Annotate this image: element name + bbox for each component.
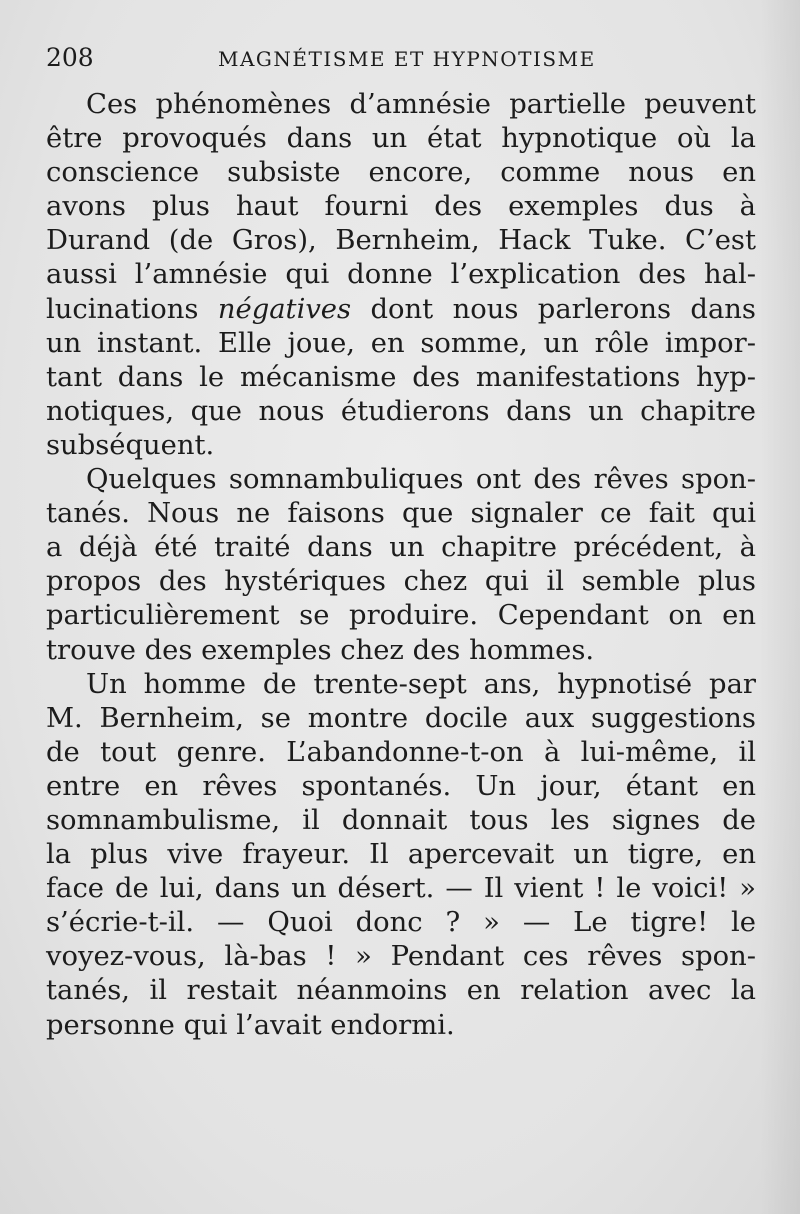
text-line: s’écrie-t-il. — Quoi donc ? » — Le tigre! le [46, 907, 756, 939]
text-line: a déjà été traité dans un chapitre précédent, à [46, 532, 756, 564]
text-line: Ces phénomènes d’amnésie partielle peuvent [86, 89, 756, 120]
text-line: particulièrement se produire. Cependant on en [46, 600, 756, 632]
running-head [46, 40, 754, 76]
page-number: 208 [46, 43, 94, 72]
italic-term: négatives [217, 293, 352, 325]
text-line: entre en rêves spontanés. Un jour, étant en [46, 770, 756, 802]
text-line: avons plus haut fourni des exemples dus à [46, 191, 756, 223]
text-line: propos des hystériques chez qui il semble plus [46, 566, 756, 598]
text-line: personne qui l’avait endormi. [46, 1009, 455, 1041]
text-line: conscience subsiste encore, comme nous en [46, 157, 756, 189]
paragraph [46, 88, 756, 463]
paragraph [46, 668, 756, 1043]
text-line: Un homme de trente-sept ans, hypnotisé par [86, 668, 756, 700]
text-line: Quelques somnambuliques ont des rêves spon- [86, 464, 756, 496]
text-line: un instant. Elle joue, en somme, un rôle impor- [46, 327, 756, 359]
text-line: voyez-vous, là-bas ! » Pendant ces rêves spon- [46, 941, 756, 973]
page-edge-shadow [760, 0, 800, 1214]
text-line: somnambulisme, il donnait tous les signes de [46, 804, 756, 836]
text-line: Durand (de Gros), Bernheim, Hack Tuke. C’est [46, 225, 756, 257]
text-line: tanés. Nous ne faisons que signaler ce fait qui [46, 498, 756, 530]
text-line: lucinations négatives dont nous parlerons dans [46, 293, 756, 325]
text-line: tant dans le mécanisme des manifestations hyp- [46, 361, 756, 393]
text-line: subséquent. [46, 429, 215, 461]
text-line: M. Bernheim, se montre docile aux suggestions [46, 702, 756, 734]
text-line: être provoqués dans un état hypnotique où la [46, 123, 756, 155]
running-title: MAGNÉTISME ET HYPNOTISME [218, 47, 596, 71]
text-line: tanés, il restait néanmoins en relation avec la [46, 975, 756, 1007]
text-line: face de lui, dans un désert. — Il vient ! le voici! » [46, 873, 756, 905]
paragraph [46, 463, 756, 668]
text-line: de tout genre. L’abandonne-t-on à lui-même, il [46, 736, 756, 768]
body-text [46, 88, 756, 1043]
text-line: la plus vive frayeur. Il apercevait un tigre, en [46, 839, 756, 871]
text-line: aussi l’amnésie qui donne l’explication des hal- [46, 259, 756, 291]
text-line: notiques, que nous étudierons dans un chapitre [46, 395, 756, 427]
text-line: trouve des exemples chez des hommes. [46, 634, 595, 666]
